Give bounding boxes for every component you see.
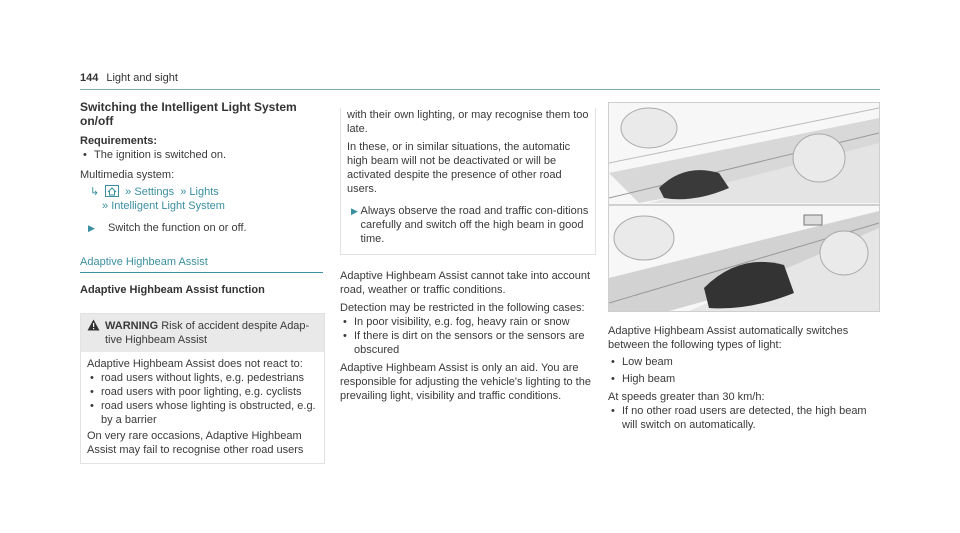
instruction-step [347, 204, 589, 246]
requirements-label: Requirements: [80, 135, 158, 147]
menu-lights[interactable]: Lights [189, 186, 219, 198]
warning-label: WARNING [105, 320, 159, 332]
warning-header [81, 314, 324, 352]
list-item: • The ignition is switched on. [80, 148, 323, 162]
warning-box-continued [340, 108, 596, 255]
column-3 [608, 102, 880, 432]
list-item: • Low beam [608, 355, 880, 369]
multimedia-label: Multimedia system: [80, 169, 175, 181]
list-item: • road users without lights, e.g. pedestrians [87, 371, 318, 385]
paragraph-switches: Adaptive Highbeam Assist automatically switches between the following types of light: [608, 325, 849, 351]
instruction-step [80, 221, 323, 235]
road-scene-image [609, 103, 879, 311]
menu-intelligent-light-system[interactable]: Intelligent Light System [111, 200, 225, 212]
step-text: Switch the function on or off. [108, 222, 247, 234]
highbeam-illustration [608, 102, 880, 312]
list-item: • road users with poor lighting, e.g. cyclists [87, 385, 318, 399]
paragraph-restricted: Detection may be restricted in the following cases: [340, 302, 585, 314]
chevron-right-icon: » [122, 186, 135, 198]
warning-icon [87, 319, 100, 331]
chevron-right-icon: » [177, 186, 190, 198]
column-2 [340, 108, 594, 403]
section-title: Adaptive Highbeam Assist [80, 255, 323, 273]
paragraph-aid: Adaptive Highbeam Assist is only an aid. You are responsible for adjusting the vehicle's lighting to the prevailing light, visibility and traffic conditions. [340, 362, 591, 402]
warning-box [80, 313, 325, 464]
warning-intro: Adaptive Highbeam Assist does not react to: [87, 358, 303, 370]
page-title: Switching the Intelligent Light System on/off [80, 100, 297, 128]
list-item: • If there is dirt on the sensors or the sensors are obscured [340, 329, 594, 357]
list-item: • road users whose lighting is obstructed, e.g. by a barrier [87, 399, 318, 427]
paragraph-cannot: Adaptive Highbeam Assist cannot take into account road, weather or traffic conditions. [340, 270, 591, 296]
list-item: • High beam [608, 372, 880, 386]
list-item: • In poor visibility, e.g. fog, heavy rain or snow [340, 315, 594, 329]
warning-body [81, 352, 324, 463]
play-icon: ▶ [88, 223, 95, 233]
home-icon [105, 185, 119, 197]
menu-path [80, 185, 323, 213]
warning-rare: On very rare occasions, Adaptive Highbeam Assist may fail to recognise other road users [87, 430, 304, 456]
requirements-list [80, 148, 323, 162]
header-rule [80, 89, 880, 90]
warning-text: Risk of accident despite Adap-tive Highbeam Assist [105, 320, 310, 346]
column-1 [80, 100, 323, 464]
warning-similar: In these, or in similar situations, the automatic high beam will not be deactivated or will be activated despite the presence of other road users. [347, 141, 571, 195]
restricted-list [340, 315, 594, 357]
page-number: 144 [80, 72, 99, 84]
subsection-title: Adaptive Highbeam Assist function [80, 284, 265, 296]
section-name: Light and sight [106, 72, 178, 84]
page-header [80, 72, 178, 84]
chevron-right-icon: » [102, 200, 112, 212]
return-arrow-icon: ↳ [90, 186, 100, 198]
menu-settings[interactable]: Settings [134, 186, 175, 198]
paragraph-speeds: At speeds greater than 30 km/h: [608, 391, 765, 403]
list-item: • If no other road users are detected, the high beam will switch on automatically. [608, 404, 880, 432]
warning-continued: with their own lighting, or may recognise them too late. [347, 109, 589, 135]
warning-list [87, 371, 318, 427]
step-text: Always observe the road and traffic con-ditions carefully and switch off the high beam in good time. [360, 205, 589, 245]
light-types-list [608, 355, 880, 386]
play-icon: ▶ [351, 206, 358, 216]
speed-list [608, 404, 880, 432]
